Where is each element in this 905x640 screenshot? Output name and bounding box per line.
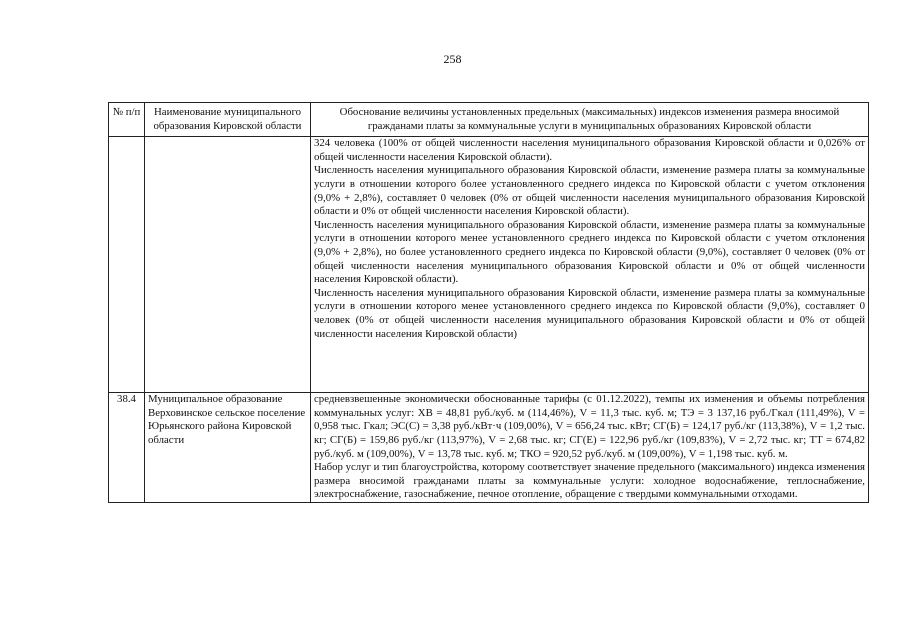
header-name: Наименование муниципального образования Кировской области (145, 103, 311, 137)
row-name (145, 137, 311, 393)
header-rationale: Обоснование величины установленных предельных (максимальных) индексов изменения размера вносимой гражданами платы за коммунальные услуги в муниципальных образованиях Кировской области (311, 103, 869, 137)
rationale-paragraph: средневзвешенные экономически обоснованные тарифы (с 01.12.2022), темпы их изменения и объемы потребления коммунальных услуг: ХВ = 48,81 руб./куб. м (114,46%), V = 11,3 тыс. куб. м; ТЭ = 3 137,16 руб./Гкал (111,49%), V = 0,958 тыс. Гкал; ЭС(С) = 3,38 руб./кВт·ч (109,00%), V = 656,24 тыс. кВт; СГ(Б) = 124,17 руб./кг (113,38%), V = 1,2 тыс. кг; СГ(Б) = 159,86 руб./кг (113,97%), V = 2,68 тыс. кг; СГ(Е) = 122,96 руб./кг (109,83%), V = 2,72 тыс. кг; ТТ = 674,82 руб./куб. м (109,00%), V = 13,78 тыс. куб. м; ТКО = 920,52 руб./куб. м (109,00%), V = 1,198 тыс. куб. м. (314, 393, 865, 460)
row-rationale (311, 393, 869, 503)
rationale-paragraph: Численность населения муниципального образования Кировской области, изменение размера платы за коммунальные услуги в отношении которого менее установленного среднего индекса по Кировской области с учетом отклонения (9,0% + 2,8%), но более установленного среднего индекса по Кировской области (9,0%), составляет 0 человек (0% от общей численности населения муниципального образования Кировской области и 0% от общей численности населения Кировской области). (314, 218, 865, 286)
table-row (109, 393, 869, 503)
rationale-paragraph: Набор услуг и тип благоустройства, которому соответствует значение предельного (максимального) индекса изменения размера вносимой гражданами платы за коммунальные услуги: холодное водоснабжение, теплоснабжение, электроснабжение, газоснабжение, печное отопление, обращение с твердыми коммунальными отходами. (314, 461, 866, 501)
page-number: 258 (443, 52, 462, 66)
row-num (109, 137, 145, 393)
table-row (109, 137, 869, 393)
row-name: Муниципальное образование Верховинское сельское поселение Юрьянского района Кировской области (145, 393, 311, 503)
rationale-paragraph: Численность населения муниципального образования Кировской области, изменение размера платы за коммунальные услуги в отношении которого менее установленного среднего индекса по Кировской области (9,0%), составляет 0 человек (0% от общей численности населения муниципального образования Кировской области и 0% от общей численности населения Кировской области) (314, 286, 865, 340)
header-num: № п/п (109, 103, 145, 137)
table-header-row (109, 103, 869, 137)
row-rationale (311, 137, 869, 393)
rationale-paragraph: Численность населения муниципального образования Кировской области, изменение размера платы за коммунальные услуги в отношении которого более установленного среднего индекса по Кировской области с учетом отклонения (9,0% + 2,8%), составляет 0 человек (0% от общей численности населения муниципального образования Кировской области и 0% от общей численности населения Кировской области). (314, 164, 865, 218)
row-num: 38.4 (109, 393, 145, 503)
rationale-paragraph: 324 человека (100% от общей численности населения муниципального образования Кировской области и 0,026% от общей численности населения Кировской области). (314, 137, 865, 163)
tariff-table (108, 102, 869, 503)
